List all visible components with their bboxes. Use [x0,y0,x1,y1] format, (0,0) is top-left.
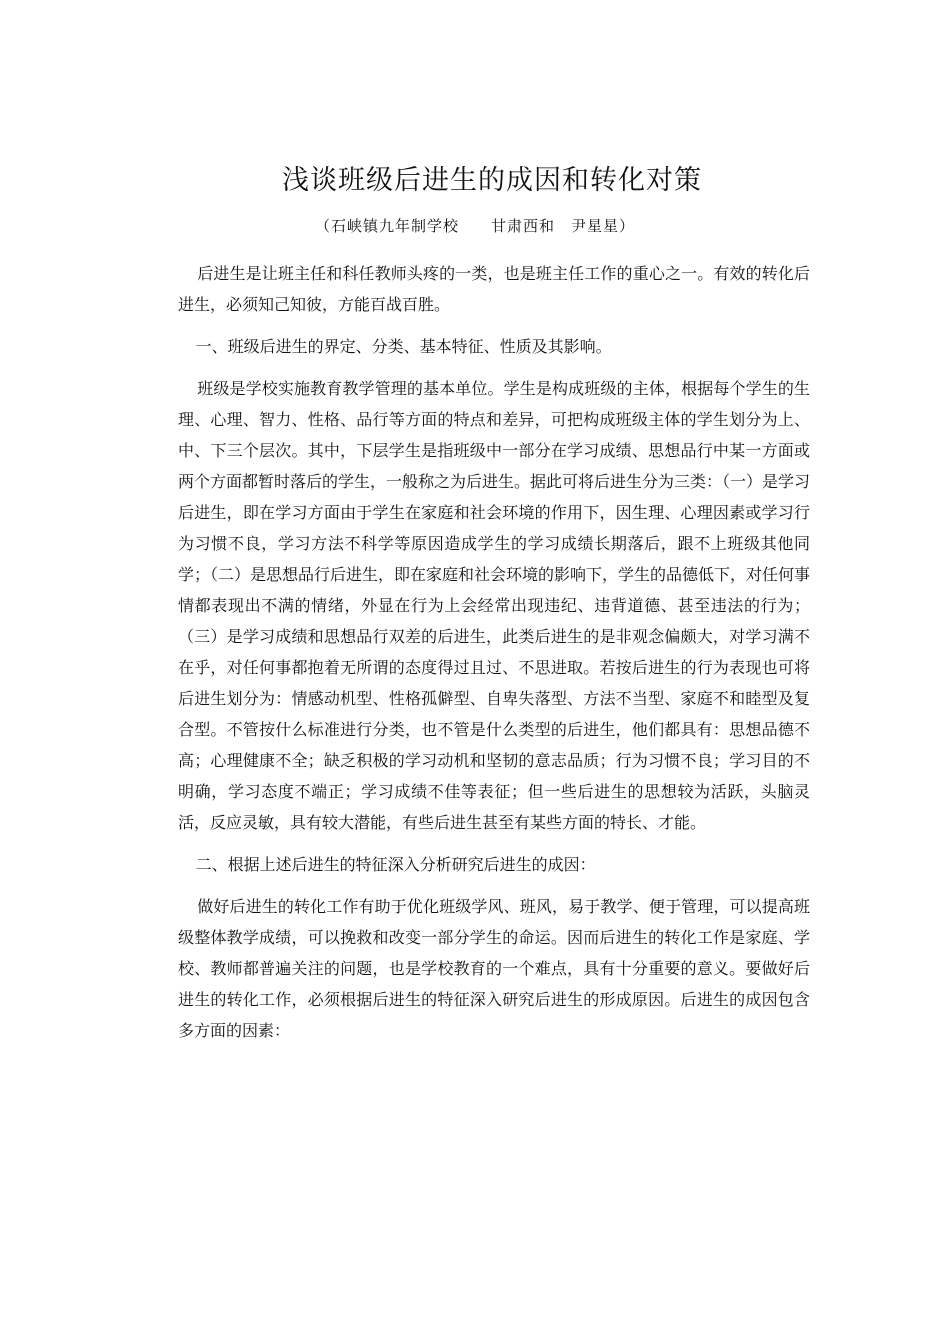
intro-paragraph: 后进生是让班主任和科任教师头疼的一类，也是班主任工作的重心之一。有效的转化后进生，必须知己知彼，方能百战百胜。 [178,264,810,314]
section-1-paragraph: 班级是学校实施教育教学管理的基本单位。学生是构成班级的主体，根据每个学生的生理、心理、智力、性格、品行等方面的特点和差异，可把构成班级主体的学生划分为上、中、下三个层次。其中，下层学生是指班级中一部分在学习成绩、思想品行中某一方面或两个方面都暂时落后的学生，一般称之为后进生。据此可将后进生分为三类：（一）是学习后进生，即在学习方面由于学生在家庭和社会环境的作用下，因生理、心理因素或学习行为习惯不良，学习方法不科学等原因造成学生的学习成绩长期落后，跟不上班级其他同学；（二）是思想品行后进生，即在家庭和社会环境的影响下，学生的品德低下，对任何事情都表现出不满的情绪，外显在行为上会经常出现违纪、违背道德、甚至违法的行为；（三）是学习成绩和思想品行双差的后进生，此类后进生的是非观念偏颇大，对学习满不在乎，对任何事都抱着无所谓的态度得过且过、不思进取。若按后进生的行为表现也可将后进生划分为：情感动机型、性格孤僻型、自卑失落型、方法不当型、家庭不和睦型及复合型。不管按什么标准进行分类，也不管是什么类型的后进生，他们都具有：思想品德不高；心理健康不全；缺乏积极的学习动机和坚韧的意志品质；行为习惯不良；学习目的不明确，学习态度不端正；学习成绩不佳等表征；但一些后进生的思想较为活跃，头脑灵活，反应灵敏，具有较大潜能，有些后进生甚至有某些方面的特长、才能。 [178,379,811,832]
document-title: 浅谈班级后进生的成因和转化对策 [282,165,702,197]
section-2-paragraph: 做好后进生的转化工作有助于优化班级学风、班风，易于教学、便于管理，可以提高班级整体教学成绩，可以挽救和改变一部分学生的命运。因而后进生的转化工作是家庭、学校、教师都普遍关注的问题，也是学校教育的一个难点，具有十分重要的意义。要做好后进生的转化工作，必须根据后进生的特征深入研究后进生的形成原因。后进生的成因包含多方面的因素： [178,897,810,1040]
document-body [178,258,810,1046]
section-heading-2: 二、根据上述后进生的特征深入分析研究后进生的成因： [195,855,596,874]
author-byline: （石峡镇九年制学校 甘肃西和 尹星星） [314,217,635,235]
section-heading-1: 一、班级后进生的界定、分类、基本特征、性质及其影响。 [195,337,612,356]
